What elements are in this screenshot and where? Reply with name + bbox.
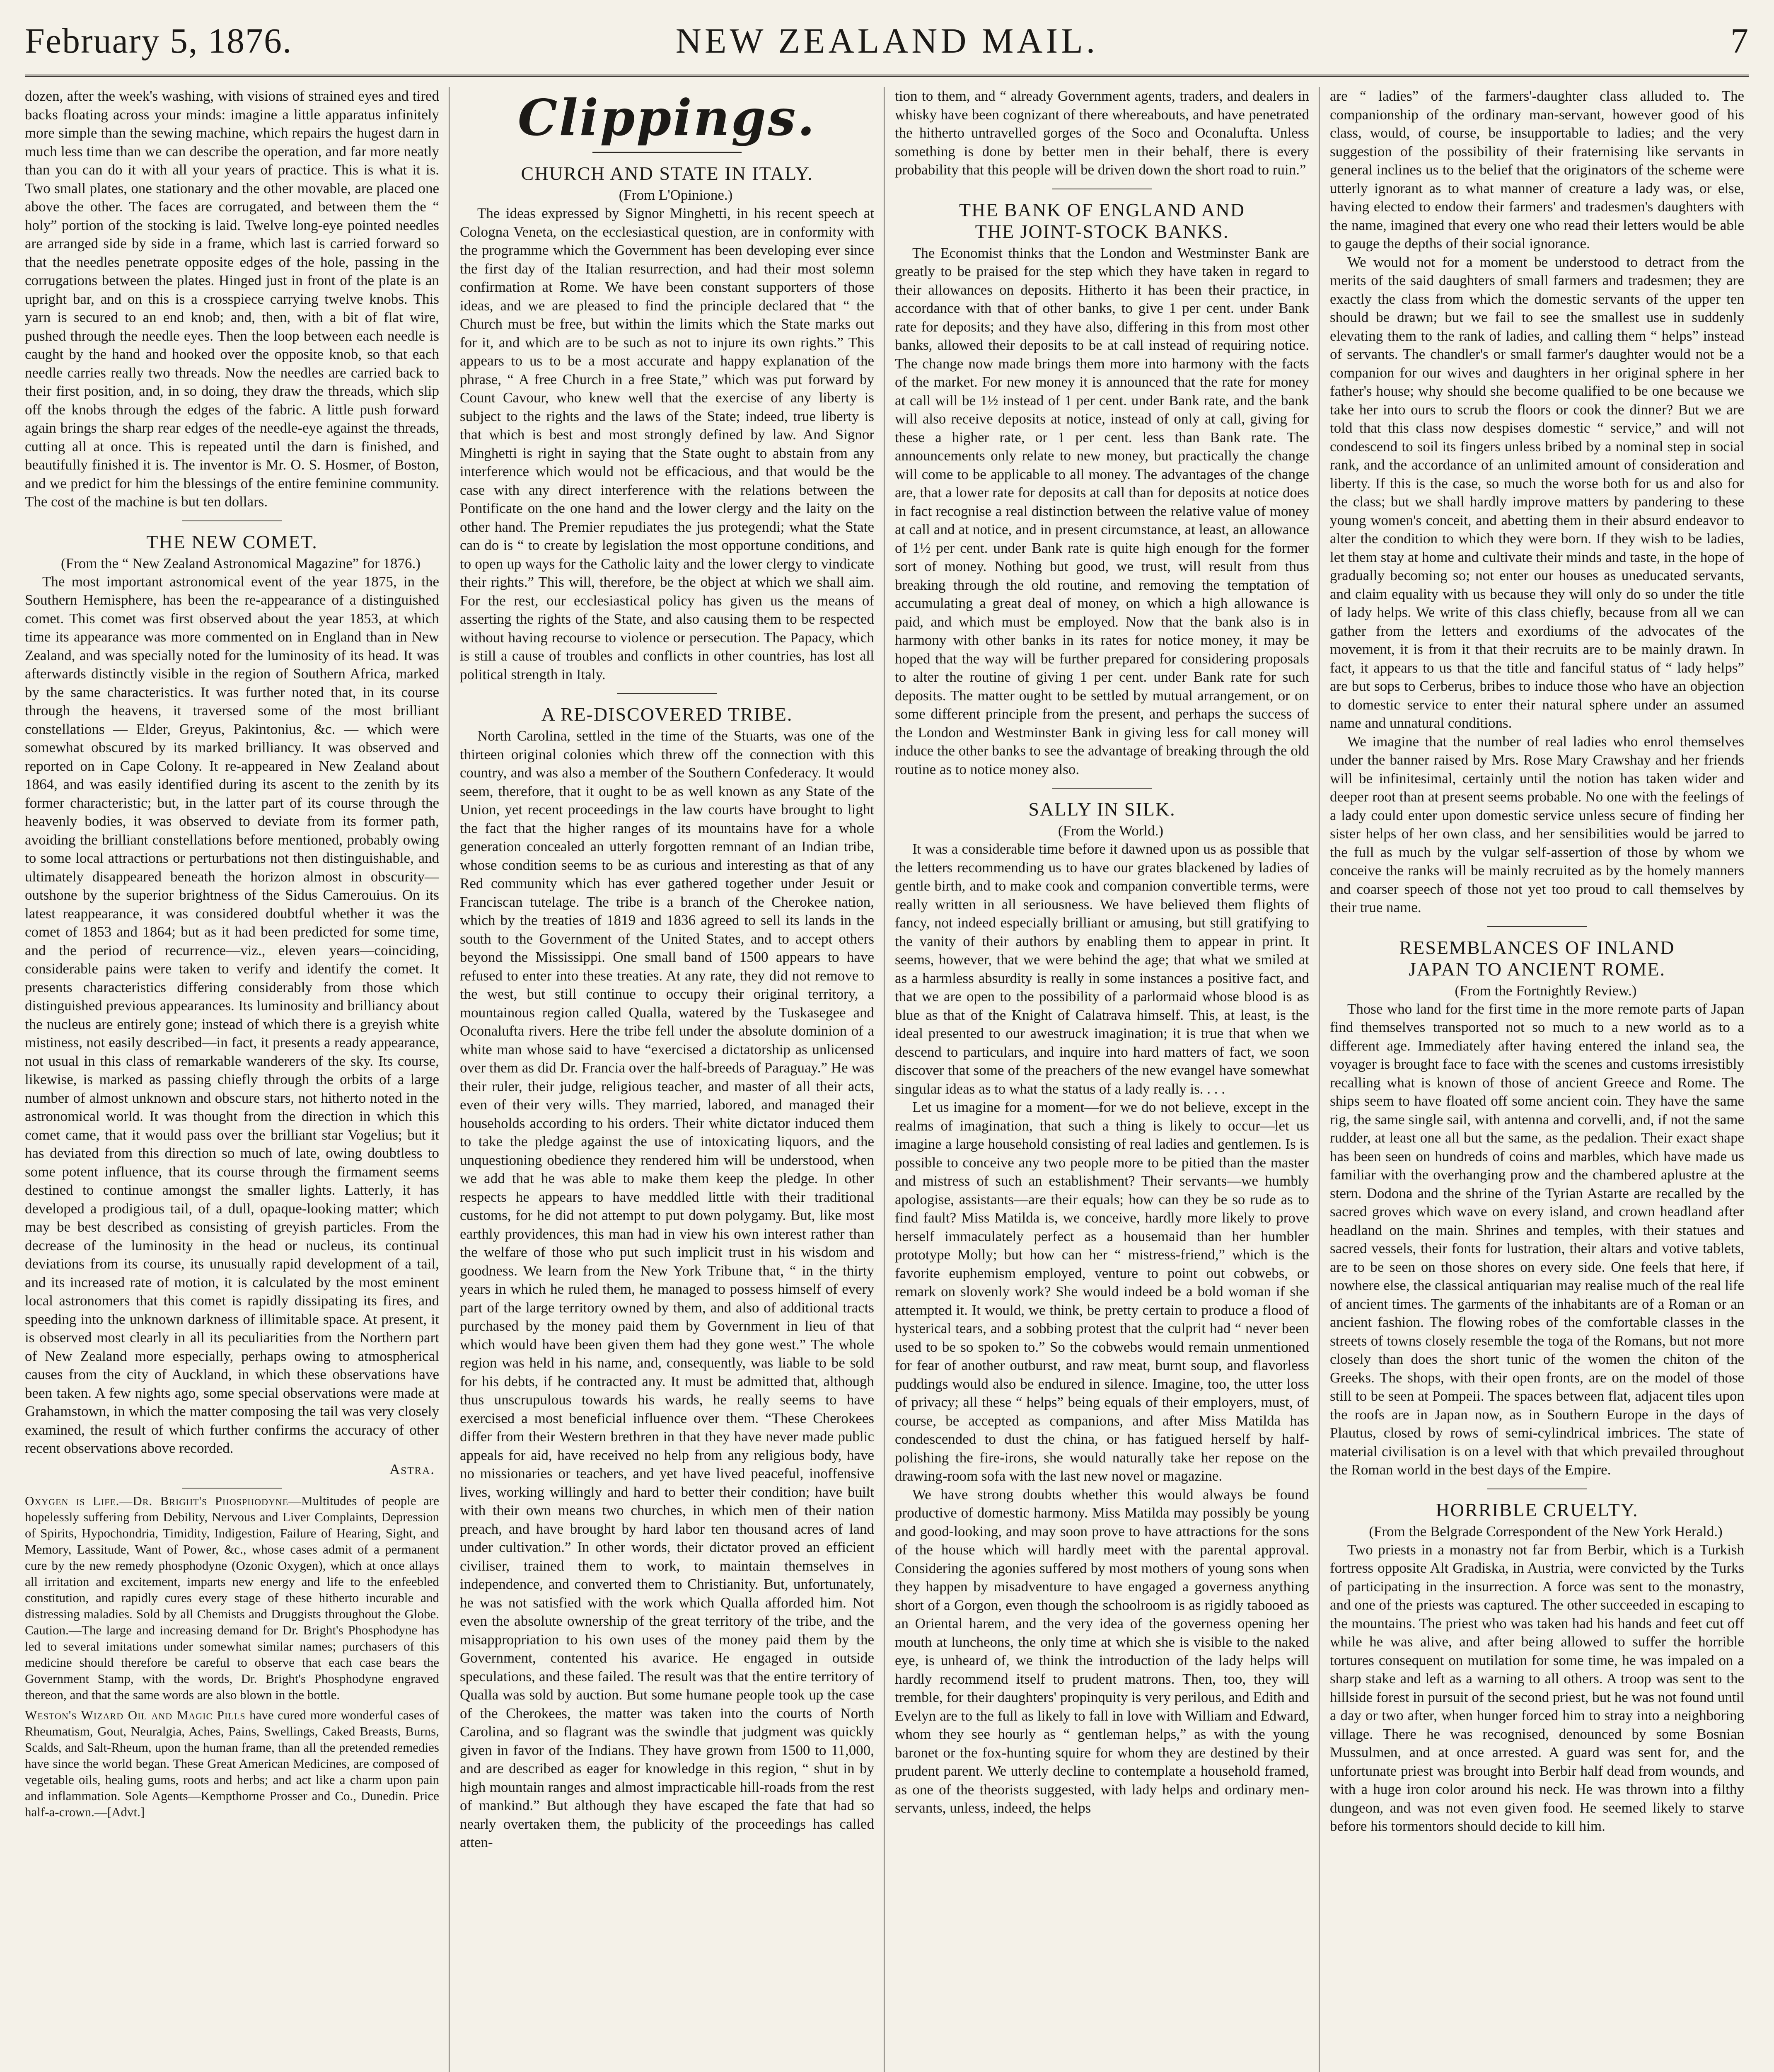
advertisement-lead: Oxygen is Life.—Dr. Bright's Phosphodyne bbox=[25, 1493, 289, 1508]
advertisement-body: —Multitudes of people are hopelessly suffering from Debility, Nervous and Liver Complaints, Depression of Spirits, Hypochondria, Timidity, Indigestion, Failure of Hearing, Sight, and Memory, Lassitude, Want of Power, &c., whose cases admit of a permanent cure by the new remedy phosphodyne (Ozonic Oxygen), which at once allays all irritation and excitement, imparts new energy and life to the enfeebled constitution, and rapidly cures every stage of these hitherto incurable and distressing maladies. Sold by all Chemists and Druggists throughout the Globe. Caution.—The large and increasing demand for Dr. Bright's Phosphodyne has led to several imitations under somewhat similar names; purchasers of this medicine should therefore be careful to observe that each case bears the Government Stamp, with the words, Dr. Bright's Phosphodyne engraved thereon, and that the same words are also blown in the bottle. bbox=[25, 1493, 439, 1702]
article-separator bbox=[182, 520, 282, 521]
article-paragraph: Those who land for the first time in the more remote parts of Japan find themselves transported not so much to a new world as to a different age. Immediately after having entered the inland sea, the voyager is brought face to face with the scenes and customs irresistibly recalling what is known of those of ancient Greece and Rome. The ships seem to have floated off some ancient coin. They have the same rig, the same single sail, with antenna and corvelli, and, if not the same rudder, at least one all but the same, as the pedalion. Their exact shape has been seen on hundreds of coins and marbles, which have made us familiar with the overhanging prow and the chambered aplustre at the stern. Dodona and the shrine of the Tyrian Astarte are recalled by the sacred groves which wave on every island, and crown headland after headland on the main. Shrines and temples, with their statues and sacred vessels, their fonts for lustration, their altars and votive tablets, are to be seen on those shores on every side. One feels that here, if nowhere else, the classical antiquarian may realise much of the real life of ancient times. The garments of the inhabitants are of a Roman or an ancient fashion. The flowing robes of the comfortable classes in the streets of towns closely resemble the toga of the Romans, but not more closely than does the short tunic of the women the chiton of the Greeks. The shops, with their open fronts, are on the model of those still to be seen at Pompeii. The spaces between flat, adjacent tiles upon the roofs are in Japan now, as in Southern Europe in the days of Plautus, closed by rows of semi-cylindrical imbrices. The state of material civilisation is on a level with that which prevailed throughout the Roman world in the best days of the Empire. bbox=[1330, 1000, 1744, 1478]
article-heading: A RE-DISCOVERED TRIBE. bbox=[541, 704, 793, 725]
section-title: Clippings. bbox=[517, 89, 817, 147]
article-paragraph: It was a considerable time before it dawned upon us as possible that the letters recommending us to have our grates blackened by ladies of gentle birth, and to make cook and companion convertible terms, were really written in all seriousness. We have believed them flights of fancy, not indeed especially brilliant or amusing, but still gratifying to the vanity of their authors by enabling them to appear in print. It seems, however, that we were behind the age; that what we smiled at as a harmless absurdity is really in some instances a positive fact, and that we are open to the possibility of a parlormaid whose blood is as blue as that of the Knight of Calatrava himself. This, at least, is the ideal presented to our awestruck imagination; it is true that when we descend to particulars, and inquire into hard matters of fact, we soon discover that some of the preachers of the new evangel have somewhat singular ideas as to what the status of a lady really is. . . . bbox=[895, 841, 1309, 1097]
article-heading: THE NEW COMET. bbox=[146, 531, 318, 552]
column-4 bbox=[1330, 87, 1744, 2072]
column-rule bbox=[449, 87, 450, 2072]
article-paragraph: The most important astronomical event of the year 1875, in the Southern Hemisphere, has been the re-appearance of a distinguished comet. This comet was first observed about the year 1853, at which time its appearance was more commented on in England than in New Zealand, and was specially noted for the luminosity of its head. It was afterwards distinctly visible in the region of Southern Africa, marked by the same characteristics. It was further noted that, in its course through the heavens, it traversed some of the most brilliant constellations — Elder, Greyus, Pakintonius, &c. — which were somewhat obscured by its marked brilliancy. It was observed and reported on in Cape Colony. It re-appeared in New Zealand about 1864, and was easily identified during its ascent to the zenith by its former characteristic; but, in the latter part of its course through the heavenly bodies, it was observed to deviate from its former path, avoiding the brilliant constellations before mentioned, probably owing to some local attractions or perturbations not then distinguishable, and ultimately disappeared beneath the horizon almost in obscurity—outshone by the superior brightness of the Sidus Camerouius. On its latest reappearance, it was considered doubtful whether it was the comet of 1853 and 1864; but as it had been predicted for some time, and the period of recurrence—viz., eleven years—coinciding, considerable pains were taken to verify and identify the comet. It presents characteristics differing considerably from those which distinguished previous appearances. Its luminosity and brilliancy about the nucleus are entirely gone; instead of which there is a greyish white mistiness, not easily described—in fact, it presents a ready appearance, not usual in this class of remarkable wanderers of the sky. Its course, likewise, is marked as passing chiefly through the orbits of a large number of almost unknown and obscure stars, not hitherto noted in the astronomical world. It was thought from the direction in which this comet came, that it would pass over the brilliant star Vogelius; but it has deviated from this direction so much of late, owing doubtless to some potent influence, that its course through the firmament seems destined to continue amongst the smaller lights. Latterly, it has developed a prodigious tail, of a dull, opaque-looking matter; which may be best described as consisting of greyish particles. From the decrease of the luminosity in the head or nucleus, its continual deviations from its course, its unusually rapid development of a tail, and its increased rate of motion, it is calculated by the most eminent local astronomers that this comet is rapidly dissipating its fires, and speeding into the unknown darkness of illimitable space. At present, it is observed most clearly in all its peculiarities from the Northern part of New Zealand more especially, perhaps owing to atmospherical causes from the city of Auckland, in which these observations have been taken. A few nights ago, some special observations were made at Grahamstown, in which the matter composing the tail was very closely examined, the result of which further confirms the accuracy of other recent observations above recorded. bbox=[25, 573, 439, 1456]
advertisement-body: have cured more wonderful cases of Rheumatism, Gout, Neuralgia, Aches, Pains, Swellings, Caked Breasts, Burns, Scalds, and Salt-Rheum, upon the human frame, than all the pretended remedies have since the world began. These Great American Medicines, are composed of vegetable oils, healing gums, roots and herbs; and act like a charm upon pain and inflammation. Sole Agents—Kempthorne Prosser and Co., Dunedin. Price half-a-crown.—[Advt.] bbox=[25, 1708, 439, 1819]
article-source: (From the Belgrade Correspondent of the New York Herald.) bbox=[1369, 1523, 1723, 1539]
column-1 bbox=[25, 87, 439, 2072]
advertisement bbox=[25, 1493, 439, 1703]
article-heading: THE JOINT-STOCK BANKS. bbox=[975, 220, 1229, 242]
article-heading: HORRIBLE CRUELTY. bbox=[1436, 1499, 1639, 1520]
article-paragraph: North Carolina, settled in the time of the Stuarts, was one of the thirteen original colonies which threw off the connection with this country, and was also a member of the Southern Confederacy. It would seem, therefore, that it ought to be as well known as any State of the Union, yet recent proceedings in the law courts have brought to light the fact that the higher ranges of its mountains have for a whole generation concealed an utterly forgotten remnant of an Indian tribe, whose condition seems to be as curious and interesting as that of any Red community which has ever gathered together under Jesuit or Franciscan tutelage. The tribe is a branch of the Cherokee nation, which by the treaties of 1819 and 1836 agreed to sell its lands in the south to the Government of the United States, and to accept others beyond the Mississippi. One small band of 1500 appears to have refused to enter into these treaties. At any rate, they did not remove to the west, but still continue to occupy their original territory, a mountainous region called Qualla, watered by the Tuskasegee and Oconalufta rivers. Here the tribe fell under the absolute dominion of a white man whose said to have “exercised a dictatorship as unlicensed over them as did Dr. Francia over the half-breeds of Paraguay.” He was their ruler, their judge, religious teacher, and master of all their acts, even of their very wills. They married, labored, and managed their households according to his orders. Their white dictator induced them to take the pledge against the use of intoxicating liquors, and the unquestioning obedience they rendered him will be understood, when we add that he was able to make them keep the pledge. In other respects he appears to have meddled little with their traditional customs, for he did not attempt to put down polygamy. But, like most earthly providences, this man had in view his own interest rather than the welfare of those who put such implicit trust in his wisdom and goodness. We learn from the New York Tribune that, “ in the thirty years in which he ruled them, he managed to possess himself of every part of the large territory owned by them, and also of additional tracts purchased by the money paid them by Government in lieu of that which would have been given them had they gone west.” The whole region was held in his name, and, consequently, was liable to be sold for his debts, if he contracted any. It must be admitted that, although thus unscrupulous towards his wards, he really seems to have exercised a most beneficial influence over them. “These Cherokees differ from their Western brethren in that they have never made public appeals for aid, have received no help from any religious body, have no missionaries or teachers, and yet have lived peaceful, inoffensive lives, working willingly and hard to better their condition; have built with their own means two churches, in which men of their nation preach, and have brought by hard labor ten thousand acres of land under cultivation.” In other words, their dictator proved an efficient civiliser, trained them to work, to maintain themselves in independence, and converted them to Christianity. But, unfortunately, he was not satisfied with the work which Qualla afforded him. Not even the absolute ownership of the great territory of the tribe, and the misappropriation to his own uses of the money paid them by the Government, contented his avarice. He engaged in outside speculations, and these failed. The result was that the entire territory of Qualla was sold by auction. But some humane people took up the case of the Cherokees, the matter was taken into the courts of North Carolina, and so flagrant was the swindle that judgment was quickly given in favor of the Indians. They have grown from 1500 to 11,000, and are described as eager for knowledge in this region, “ shut in by high mountain ranges and almost impracticable hill-roads from the rest of mankind.” But although they have escaped the fate that had so nearly overtaken them, the publicity of the proceedings has called atten- bbox=[460, 728, 874, 1850]
article-heading: JAPAN TO ANCIENT ROME. bbox=[1409, 958, 1665, 980]
article-paragraph: The ideas expressed by Signor Minghetti, in his recent speech at Cologna Veneta, on the ecclesiastical question, are in conformity with the programme which the Government has been developing ever since the first day of the Italian resurrection, and had their most solemn confirmation at Rome. We have been constant supporters of those ideas, and we are pleased to find the principle declared that “ the Church must be free, but within the limits which the State marks out for it, and which are to be such as not to injure its own rights.” This appears to us to be a most accurate and happy explanation of the phrase, “ A free Church in a free State,” which was put forward by Count Cavour, who knew well that the exercise of any liberty is subject to the rights and the laws of the State; indeed, true liberty is that which is best and most strongly defined by law. And Signor Minghetti is right in saying that the State ought to abstain from any interference which would not be efficacious, and that would be the case with any direct interference with the relations between the Pontificate on the one hand and the lower clergy and the laity on the other hand. The Premier repudiates the jus protegendi; what the State can do is “ to create by legislation the most opportune conditions, and to open up ways for the Catholic laity and the lower clergy to vindicate their rights.” This will, therefore, be the object at which we shall aim. For the rest, our ecclesiastical policy has given us the means of asserting the rights of the State, and also causing them to be respected without having recourse to violence or persecution. The Papacy, which is still a cause of troubles and conflicts in other countries, has lost all political strength in Italy. bbox=[460, 205, 874, 683]
article-paragraph: Two priests in a monastry not far from Berbir, which is a Turkish fortress opposite Alt Gradiska, in Austria, were convicted by the Turks of participating in the insurrection. A force was sent to the monastry, and one of the priests was captured. The other succeeded in escaping to the mountains. The priest who was taken had his hands and feet cut off while he was alive, and after being allowed to suffer the horrible tortures consequent on mutilation for some time, he was impaled on a sharp stake and left as a warning to all others. A troop was sent to the hillside forest in pursuit of the second priest, but he was not found until a day or two after, when hunger forced him to stray into a neighboring village. There he was recognised, denounced by some Bosnian Mussulmen, and at once arrested. A guard was sent for, and the unfortunate priest was brought into Berbir half dead from wounds, and with a huge iron color around his neck. He was thrown into a filthy dungeon, and was not even given food. He seemed likely to starve before his tormentors should decide to kill him. bbox=[1330, 1541, 1744, 1834]
article-heading: CHURCH AND STATE IN ITALY. bbox=[521, 163, 813, 184]
newspaper-title: NEW ZEALAND MAIL. bbox=[675, 21, 1099, 61]
article-source: (From the Fortnightly Review.) bbox=[1455, 982, 1637, 999]
column-rule bbox=[1319, 87, 1320, 2072]
article-separator bbox=[617, 693, 717, 694]
article-source: (From the World.) bbox=[1058, 823, 1164, 839]
article-source: (From the “ New Zealand Astronomical Magazine” for 1876.) bbox=[61, 555, 421, 571]
advertisement bbox=[25, 1707, 439, 1820]
article-paragraph: dozen, after the week's washing, with visions of strained eyes and tired backs floating across your minds: imagine a little apparatus infinitely more simple than the sewing machine, which repairs the hugest darn in much less time than we can describe the operation, and far more neatly than you can do it with all your years of practice. This is what it is. Two small plates, one stationary and the other movable, are placed one above the other. The faces are corrugated, and between them the “ holy” portion of the stocking is laid. Twelve long-eye pointed needles are arranged side by side in a frame, which last is carried forward so that the needles penetrate opposite edges of the hole, passing in the corrugations between the plates. Hinged just in front of the plate is an upright bar, and on this is a crosspiece carrying twelve knobs. This yarn is secured to an end knob; and, then, with a bit of flat wire, pushed through the needle eyes. Then the loop between each needle is caught by the hand and hooked over the opposite knob, so that each needle carries really two threads. Now the needles are carried back to their first position, and, in so doing, they draw the threads, which slip off the knobs through the edges of the fabric. A little push forward again brings the sharp rear edges of the needle-eye against the threads, cutting all at once. This is repeated until the darn is finished, and beautifully finished it is. The inventor is Mr. O. S. Hosmer, of Boston, and we predict for him the blessings of the entire feminine community. The cost of the machine is but ten dollars. bbox=[25, 88, 439, 510]
article-heading: SALLY IN SILK. bbox=[1028, 799, 1176, 820]
article-source: (From L'Opinione.) bbox=[619, 187, 733, 203]
article-paragraph: We would not for a moment be understood to detract from the merits of the said daughters of small farmers and tradesmen; they are exactly the class from which the domestic servants of the upper ten should be drawn; but we fail to see the smallest use in suddenly elevating them to the rank of ladies, and calling them “ helps” instead of servants. The chandler's or small farmer's daughter would not be a companion for our wives and daughters in her original sphere in her father's house; why should she become qualified to be one because we take her into ours to scrub the floors or cook the dinner? But we are told that this class now despises domestic “ service,” and will not condescend to soil its fingers unless bribed by a nominal step in social rank, and the accordance of an unlimited amount of consideration and liberty. If this is the case, so much the worse both for us and also for the class; but we shall hardly improve matters by pandering to these young women's conceit, and abetting them in their absurd endeavor to alter the condition to which they were born. If they wish to be ladies, let them stay at home and cultivate their minds and taste, in the hope of gradually becoming so; not enter our houses as uneducated servants, and claim equality with us because they will only do so under the title of lady helps. We write of this class chiefly, because from all we can gather from the letters and exordiums of the advocates of the movement, it is from it that their recruits are to be mainly drawn. In fact, it appears to us that the title and fanciful status of “ lady helps” are but sops to Cerberus, bribes to induce those who have an objection to domestic service to enter their natural sphere under an assumed name and unnatural conditions. bbox=[1330, 254, 1744, 731]
masthead bbox=[25, 12, 1749, 77]
article-separator bbox=[1487, 926, 1587, 927]
article-paragraph: Let us imagine for a moment—for we do not believe, except in the realms of imagination, that such a thing is likely to occur—let us imagine a large household consisting of real ladies and gentlemen. Is is possible to conceive any two people more to be pitied than the master and mistress of such an establishment? Their servants—we humbly apologise, assistants—are their equals; how can they be so rude as to find fault? Miss Matilda is, we conceive, hardly more likely to prove herself immaculately perfect as a housemaid than her humbler prototype Molly; but how can her “ mistress-friend,” which is the favorite euphemism employed, venture to point out cobwebs, or remark on slovenly work? She would indeed be a bold woman if she attempted it. It would, we think, be pretty certain to produce a flood of hysterical tears, and a sobbing protest that the culprit had “ never been used to be so spoken to.” So the cobwebs would remain unmentioned for fear of another outburst, and raw meat, burnt soup, and flavorless puddings would also be endured in silence. Imagine, too, the utter loss of privacy; all these “ helps” being equals of their employers, must, of course, be accepted as companions, and after Miss Matilda has condescended to dust the china, or has fatigued herself by half-polishing the fire-irons, she would naturally take her repose on the drawing-room sofa with the last new novel or magazine. bbox=[895, 1099, 1309, 1484]
column-3 bbox=[895, 87, 1309, 2072]
section-rule bbox=[592, 152, 742, 153]
article-signature: Astra. bbox=[389, 1461, 435, 1477]
page-number: 7 bbox=[1730, 21, 1749, 61]
article-paragraph: are “ ladies” of the farmers'-daughter class alluded to. The companionship of the ordinary man-servant, however good of his class, would, of course, be insupportable to ladies; and the very suggestion of the possibility of their fraternising like servants in general inclines us to the belief that the originators of the scheme were utterly ignorant as to what manner of creature a lady was, or else, having elected to endow their farmers' and tradesmen's daughters with the name, imagined that every one who read their letters would be able to gauge the depths of their social ignorance. bbox=[1330, 88, 1744, 252]
article-heading: RESEMBLANCES OF INLAND bbox=[1399, 937, 1675, 958]
article-paragraph: We have strong doubts whether this would always be found productive of domestic harmony. Miss Matilda may possibly be young and good-looking, and may soon prove to have attractions for the sons of the house which will hardly meet with the parental approval. Considering the agonies suffered by most mothers of young sons when they happen by misadventure to have engaged a governess anything short of a Gorgon, even though the schoolroom is as rigidly tabooed as an Oriental harem, and the very idea of the governess opening her mouth at luncheons, the only time at which she is visible to the naked eye, is unheard of, we think the introduction of the lady helps will hardly recommend itself to prudent matrons. Then, too, they will tremble, for their daughters' propinquity is very perilous, and Edith and Evelyn are to the full as likely to fall in love with William and Edward, whom they see hourly as “ gentleman helps,” as with the young baronet or the fox-hunting squire for whom they are destined by their prudent parent. We utterly decline to contemplate a household framed, as one of the theorists suggested, with lady helps and ordinary men-servants, unless, indeed, the helps bbox=[895, 1486, 1309, 1816]
issue-date: February 5, 1876. bbox=[25, 21, 292, 61]
article-paragraph: We imagine that the number of real ladies who enrol themselves under the banner raised by Mrs. Rose Mary Crawshay and her friends will be infinitesimal, certainly until the notion has taken wider and deeper root than at present seems probable. No one with the feelings of a lady could enter upon domestic service unless secure of finding her sister helps of her own class, and her sensibilities would be jarred to the full as much by the vulgar self-assertion of those by whom we conceive the ranks will be mainly recruited as by the homely manners and coarser speech of those not yet too proud to call themselves by their true name. bbox=[1330, 733, 1744, 915]
column-2 bbox=[460, 87, 874, 2072]
column-rule bbox=[884, 87, 885, 2072]
article-paragraph: tion to them, and “ already Government agents, traders, and dealers in whisky have been cognizant of there whereabouts, and have penetrated the hitherto untravelled gorges of the Soco and Oconalufta. Unless something is done by better men in their behalf, there is every probability that this people will be driven down the short road to ruin.” bbox=[895, 88, 1309, 178]
article-paragraph: The Economist thinks that the London and Westminster Bank are greatly to be praised for the step which they have taken in regard to their allowances on deposits. Hitherto it has been their practice, in accordance with that of other banks, to give 1 per cent. under Bank rate for deposits; and they have also, differing in this from most other banks, allowed their deposits to be at call instead of requiring notice. The change now made brings them more into harmony with the facts of the market. For new money it is announced that the rate for money at call will be 1½ instead of 1 per cent. under Bank rate, and the bank will also receive deposits at notice, instead of only at call, giving for these a higher rate, or 1 per cent. less than Bank rate. The announcements only relate to new money, but practically the change will come to be applicable to all money. The advantages of the change are, that a lower rate for deposits at call than for deposits at notice does in fact recognise a real distinction between the relative value of money at call and at notice, and in present circumstance, at least, an allowance of 1½ per cent. under Bank rate is quite high enough for the former sort of money. Nothing but good, we trust, will result from thus breaking through the old routine, and removing the temptation of accumulating a great deal of money, on which a high allowance is paid, and which must be employed. Now that the bank also is in harmony with other banks in its rates for notice money, it may be hoped that the way will be further prepared for considering proposals to alter the routine of giving 1 per cent. under Bank rate for such deposits. The matter ought to be settled by mutual arrangement, or on some different principle from the present, and perhaps the success of the London and Westminster Bank in giving less for call money will induce the other banks to see the advantage of breaking through the old routine as to notice money also. bbox=[895, 244, 1309, 777]
article-separator bbox=[182, 1488, 282, 1489]
article-heading: THE BANK OF ENGLAND AND bbox=[959, 199, 1245, 220]
advertisement-lead: Weston's Wizard Oil and Magic Pills bbox=[25, 1708, 246, 1722]
article-separator bbox=[1052, 788, 1152, 789]
